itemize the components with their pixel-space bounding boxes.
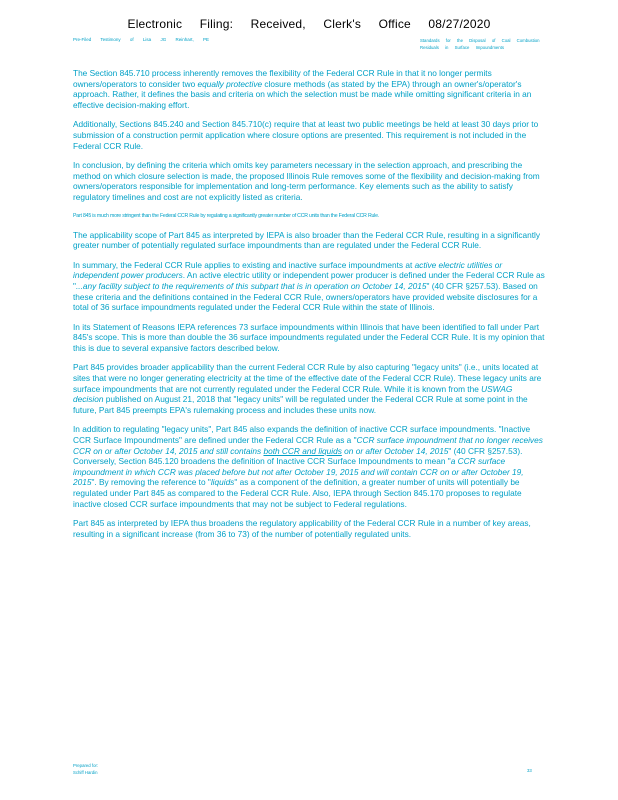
client-name: Schiff Hardin <box>73 770 98 775</box>
body-paragraph <box>73 119 545 151</box>
emphasized-text <box>263 446 341 456</box>
paragraph-text: Additionally, Sections 845.240 and Section 845.710(c) require that at least two public meetings be held at least 30 days prior to submission of a construction permit application where closure options are presented. This requirement is not included in the Federal CCR Rule. <box>73 119 539 151</box>
emphasized-text: active electric utilities or independent power producers <box>73 259 503 281</box>
paragraph-text: Part 845 is much more stringent than the Federal CCR Rule by regulating a significantly greater number of CCR units than the Federal CCR Rule. <box>73 212 380 219</box>
paragraph-text: In addition to regulating "legacy units", Part 845 also expands the definition of inactive CCR surface impoundments. "Inactive CCR Surface Impoundments" are defined under the Federal CCR Rule as a " <box>73 424 531 446</box>
body-paragraph <box>73 362 545 415</box>
rule-subheader-line1: Standards for the Disposal of Coal Combustion <box>420 38 540 43</box>
paragraph-text: closure methods (as stated by the EPA) through an owner's/operator's approach. Rather, it defines the basis and criteria on which the selection must be made while omitting significant criteria in an effective decision-making effort. <box>73 78 532 110</box>
document-body <box>73 68 545 548</box>
emphasized-text: CCR surface impoundment that no longer receives CCR on or after October 14, 2015 and still contains <box>73 435 543 456</box>
body-paragraph <box>73 230 545 251</box>
paragraph-text: " (40 CFR §257.53). Based on these criteria and the definitions contained in the Federal CCR Rule, owners/operators have provided website disclosures for a total of 36 surface impoundments regulated under the Federal CCR Rule within the state of Illinois. <box>73 280 538 313</box>
paragraph-text: The applicability scope of Part 845 as interpreted by IEPA is also broader than the Federal CCR Rule, resulting in a significantly greater number of potentially regulated surface impoundments than are regulated under the Federal CCR Rule. <box>73 229 541 251</box>
section-heading <box>73 212 545 220</box>
emphasized-text: ...any facility subject to the requirements of this subpart that is in operation on October 14, 2015 <box>75 280 427 291</box>
testimony-subheader: Pre-Filed Testimony of Lisa JG Reinhart, PE <box>73 37 209 42</box>
body-paragraph <box>73 322 545 354</box>
page-number: 33 <box>527 768 532 773</box>
emphasized-text: USWAG decision <box>73 383 513 405</box>
rule-subheader <box>420 37 560 51</box>
paragraph-text: ". By removing the reference to " <box>91 477 211 488</box>
paragraph-text: " as a component of the definition, a greater number of units will potentially be regulated under Part 845 as compared to the Federal CCR Rule. Also, IEPA through Section 845.170 proposes to regulate inactive closed CCR surface impoundments that may not be subject to Federal regulations. <box>73 477 522 509</box>
body-paragraph <box>73 424 545 509</box>
paragraph-text: In conclusion, by defining the criteria which omits key parameters necessary in the selection approach, and prescribing the method on which closure selection is made, the proposed Illinois Rule removes some of the flexibility and decision-making from owners/operators responsible for implementation and long-term performance. Key elements such as the ability to satisfy regulatory timelines and cost are not explicitly listed as criteria. <box>73 160 540 202</box>
underlined-emphasis: both CCR and liquids <box>263 445 342 456</box>
paragraph-text: " (40 CFR §257.53). Conversely, Section 845.120 broadens the definition of Inactive CCR Surface Impoundments to mean " <box>73 445 523 467</box>
emphasized-text: a CCR surface impoundment in which CCR was placed before but not after October 19, 2015 and will contain CCR on or after October 19, 2015 <box>73 456 524 488</box>
paragraph-text: published on August 21, 2018 that "legacy units" will be regulated under the Federal CCR Rule at some point in the future, Part 845 preempts EPA's rulemaking process and includes these units now. <box>73 394 528 415</box>
body-paragraph <box>73 160 545 202</box>
filing-stamp-header: Electronic Filing: Received, Clerk's Office 08/27/2020 <box>127 17 491 31</box>
rule-subheader-line2: Residuals in Surface Impoundments <box>420 45 505 50</box>
body-paragraph <box>73 68 545 110</box>
prepared-for-label: Prepared for: <box>73 763 99 768</box>
paragraph-text: In its Statement of Reasons IEPA references 73 surface impoundments within Illinois that have been identified to fall under Part 845's scope. This is more than double the 36 surface impoundments regulated under the Federal CCR Rule. It is my opinion that this is due to several expansive factors described below. <box>73 321 545 353</box>
paragraph-text: In summary, the Federal CCR Rule applies to existing and inactive surface impoundments at <box>73 259 415 270</box>
paragraph-text: The Section 845.710 process inherently removes the flexibility of the Federal CCR Rule in that it no longer permits owners/operators to consider two <box>73 68 492 89</box>
paragraph-text: Part 845 provides broader applicability than the current Federal CCR Rule by also capturing "legacy units" (i.e., units located at sites that were no longer generating electricity at the time of the effective date of the Federal CCR Rule). These legacy units are surface impoundments that are not currently regulated under the Federal CCR Rule. While it is known from the <box>73 362 542 394</box>
prepared-for-footer <box>73 762 98 776</box>
paragraph-text: Part 845 as interpreted by IEPA thus broadens the regulatory applicability of the Federal CCR Rule in a number of key areas, resulting in a significant increase (from 36 to 73) of the number of potentially regulated units. <box>73 518 531 539</box>
paragraph-text: . An active electric utility or independent power producer is defined under the Federal CCR Rule as " <box>73 270 545 291</box>
emphasized-text: liquids <box>210 477 235 488</box>
body-paragraph <box>73 518 545 539</box>
emphasized-text: on or after October 14, 2015 <box>341 445 449 456</box>
emphasized-text: equally protective <box>197 78 263 89</box>
body-paragraph <box>73 260 545 313</box>
